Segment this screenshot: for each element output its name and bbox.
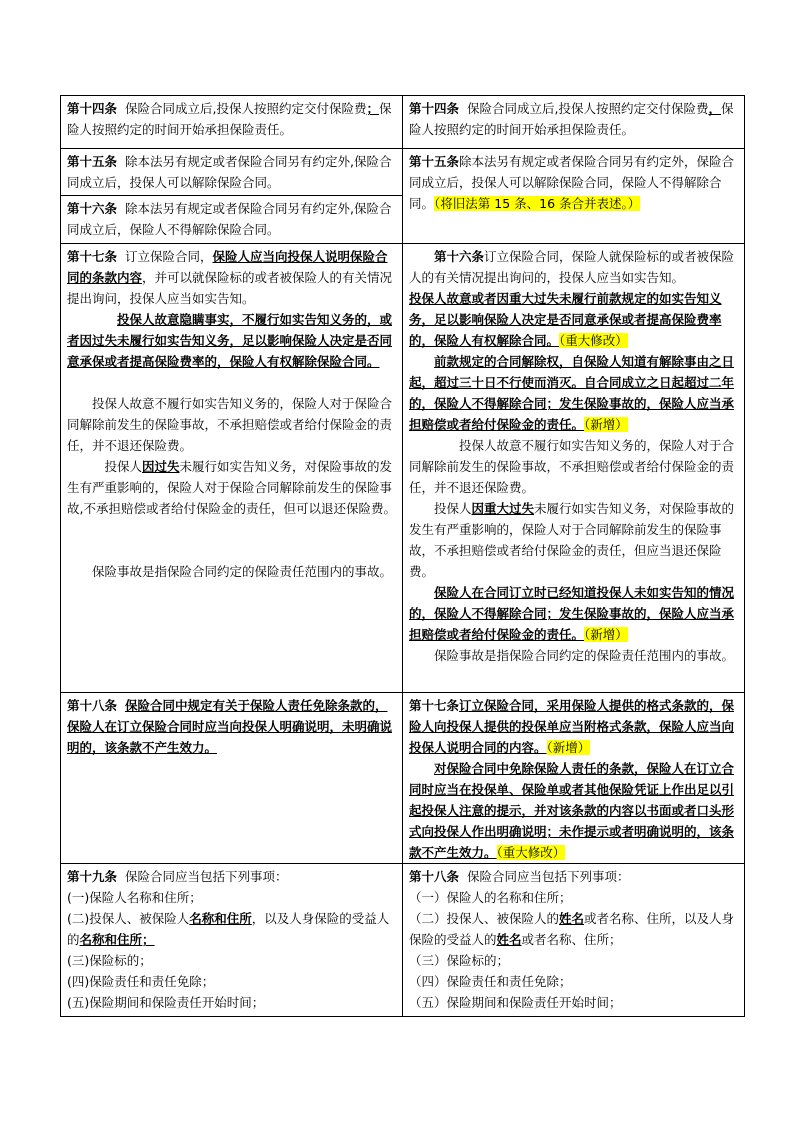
article-number: 第十七条	[409, 698, 460, 713]
article-text: 未履行如实告知义务，对保险事故的发生有严重影响的，保险人对于保险合同解除前发生的保险事故,不承担赔偿或者给付保险金的责任，但可以退还保险费。	[67, 459, 396, 516]
changed-text: 名称和住所	[189, 911, 252, 926]
revision-note: （新增）	[546, 740, 591, 755]
article-text: 订立保险合同，保险人就保险标的或者被保险人的有关情况提出询问的，投保人应当如实告知。	[409, 249, 735, 285]
list-item	[67, 908, 397, 950]
article-text: 投保人故意不履行如实告知义务的，保险人对于保险合同解除前发生的保险事故，不承担赔偿或者给付保险金的责任，并不退还保险费。	[67, 396, 393, 453]
changed-text: 姓名	[496, 932, 522, 947]
list-item: （三）保险标的；	[409, 953, 510, 968]
changed-text: 保险合同中规定有关于保险人责任免除条款的，保险人在订立保险合同时应当向投保人明确说明，未明确说明的，该条款不产生效力。	[67, 698, 393, 755]
article-number: 第十六条	[67, 201, 118, 216]
article-number: 第十六条	[434, 249, 485, 264]
old-article-15	[61, 149, 402, 196]
table-row	[60, 863, 745, 1017]
article-text: 订立保险合同，	[124, 249, 213, 264]
article-number: 第十五条	[409, 154, 460, 169]
list-item: (五)保险期间和保险责任开始时间；	[67, 995, 265, 1010]
article-number: 第十五条	[67, 154, 118, 169]
article-text: 保险人按照约定的时间开始承担保险责任。	[409, 101, 734, 137]
changed-text: 保险人应当向投保人说明保险合同的条款内容	[67, 249, 388, 285]
article-text: ，以及人身保险的受益人的	[67, 911, 390, 947]
article-text: 除本法另有规定或者保险合同另有约定外,保险合同成立后，投保人可以解除保险合同。	[67, 154, 392, 190]
old-law-cell	[61, 693, 403, 863]
list-item: （一）保险人的名称和住所；	[409, 890, 572, 905]
list-item: (一)保险人名称和住所；	[67, 890, 202, 905]
changed-text: 名称和住所；	[79, 932, 155, 947]
table-row	[60, 243, 745, 692]
revision-note: （重大修改）	[559, 333, 628, 348]
article-text: 保险合同应当包括下列事项：	[124, 869, 288, 884]
list-item: （四）保险责任和责任免除；	[409, 974, 572, 989]
list-item: (四)保险责任和责任免除；	[67, 974, 215, 989]
article-text: 保险事故是指保险合同约定的保险责任范围内的事故。	[92, 564, 393, 579]
revision-note: （新增）	[584, 417, 628, 432]
old-law-cell	[61, 244, 403, 692]
list-item: （五）保险期间和保险责任开始时间；	[409, 995, 622, 1010]
comparison-table	[60, 95, 745, 1017]
article-text: （二）投保人、被保险人的	[409, 911, 560, 926]
article-text: 或者名称、住所，以及人身保险的受益人的	[409, 911, 735, 947]
article-text: 保险合同应当包括下列事项：	[466, 869, 630, 884]
old-law-cell	[61, 149, 403, 243]
new-law-cell	[403, 693, 745, 863]
table-row	[60, 692, 745, 863]
changed-text: 保险人在合同订立时已经知道投保人未如实告知的情况的，保险人不得解除合同；发生保险事故的，保险人应当承担赔偿或者给付保险金的责任。	[409, 585, 735, 642]
new-law-cell	[403, 149, 745, 243]
article-number: 第十八条	[409, 869, 460, 884]
changed-text: 姓名	[559, 911, 585, 926]
article-text: 保险合同成立后,投保人按照约定交付保险	[124, 101, 354, 116]
table-row	[60, 95, 745, 148]
article-text: 投保人	[434, 501, 472, 516]
old-law-cell	[61, 864, 403, 1016]
new-law-cell	[403, 96, 745, 148]
article-text: (二)投保人、被保险人	[67, 911, 190, 926]
article-text: 或者名称、住所；	[521, 932, 622, 947]
revision-note: （重大修改）	[496, 845, 566, 860]
revision-note: （新增）	[584, 627, 628, 642]
changed-text: 投保人故意隐瞒事实，不履行如实告知义务的，或者因过失未履行如实告知义务，足以影响保险人决定是否同意承保或者提高保险费率的，保险人有权解除保险合同。	[67, 312, 393, 369]
article-number: 第十七条	[67, 249, 118, 264]
article-text: 除本法另有规定或者保险合同另有约定外，保险合同成立后，投保人可以解除保险合同，保险人不得解除合同。	[409, 154, 735, 211]
article-text: 费	[353, 101, 367, 116]
article-number: 第十九条	[67, 869, 118, 884]
changed-text: 订立保险合同，采用保险人提供的格式条款的，保险人向投保人提供的投保单应当附格式条款，保险人应当向投保人说明合同的内容。	[409, 698, 735, 755]
article-number: 第十八条	[67, 698, 118, 713]
article-text: 投保人	[104, 459, 143, 474]
revision-note: （将旧法第 15 条、16 条合并表述。）	[434, 196, 641, 211]
article-text: ，并可以就保险标的或者被保险人的有关情况提出询问，投保人应当如实告知。	[67, 270, 393, 306]
changed-text: 前款规定的合同解除权，自保险人知道有解除事由之日起，超过三十日不行使而消灭。自合同成立之日起超过二年的，保险人不得解除合同；发生保险事故的，保险人应当承担赔偿或者给付保险金的责任。	[409, 354, 735, 432]
old-law-cell	[61, 96, 403, 148]
list-item	[409, 908, 739, 950]
list-item: (三)保险标的；	[67, 953, 152, 968]
new-law-cell	[403, 864, 745, 1016]
changed-text: 投保人故意或者因重大过失未履行前款规定的如实告知义务，足以影响保险人决定是否同意承保或者提高保险费率的，保险人有权解除合同。	[409, 291, 722, 348]
article-text: 投保人故意不履行如实告知义务的，保险人对于合同解除前发生的保险事故，不承担赔偿或者给付保险金的责任，并不退还保险费。	[409, 438, 735, 495]
changed-text: ，	[708, 101, 721, 116]
changed-text: 对保险合同中免除保险人责任的条款，保险人在订立合同时应当在投保单、保险单或者其他保险凭证上作出足以引起投保人注意的提示，并对该条款的内容以书面或者口头形式向投保人作出明确说明；未作提示或者明确说明的，该条款不产生效力。	[409, 761, 735, 860]
article-text: 保险事故是指保险合同约定的保险责任范围内的事故。	[434, 648, 735, 663]
table-row	[60, 148, 745, 243]
new-law-cell	[403, 244, 745, 692]
article-text: 未履行如实告知义务，对保险事故的发生有严重影响的，保险人对于合同解除前发生的保险事故，不承担赔偿或者给付保险金的责任，但应当退还保险费。	[409, 501, 735, 579]
old-article-16	[61, 196, 402, 242]
changed-text: 因重大过失	[471, 501, 535, 516]
changed-text: 因过失	[142, 459, 180, 474]
article-number: 第十四条	[67, 101, 118, 116]
article-text: 保险人按照约定的时间开始承担保险责任。	[67, 101, 392, 137]
article-text: 保险合同成立后,投保人按照约定交付保险费	[466, 101, 709, 116]
changed-text: ；	[366, 101, 379, 116]
article-number: 第十四条	[409, 101, 460, 116]
article-text: 除本法另有规定或者保险合同另有约定外,保险合同成立后，保险人不得解除保险合同。	[67, 201, 392, 237]
